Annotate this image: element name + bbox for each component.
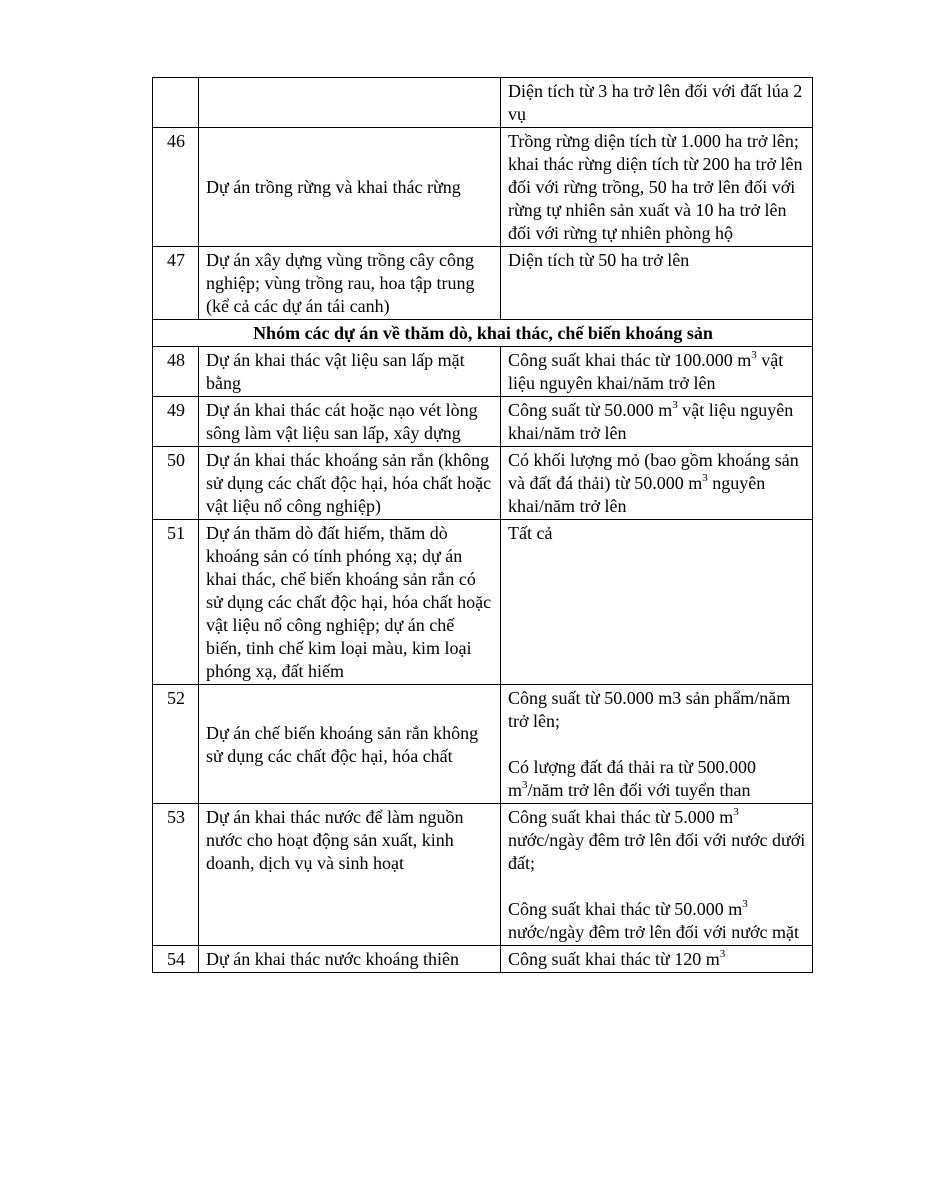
project-cell: Dự án thăm dò đất hiếm, thăm dò khoáng sản có tính phóng xạ; dự án khai thác, chế biến khoáng sản rắn có sử dụng các chất độc hại, hóa chất hoặc vật liệu nổ công nghiệp; dự án chế biến, tinh chế kim loại màu, kim loại phóng xạ, đất hiếm xyxy=(199,520,501,685)
criteria-text: Công suất khai thác từ 120 $m^3$ xyxy=(508,948,726,969)
criteria-text: Có lượng đất đá thải ra từ 500.000 $m^3$/năm trở lên đối với tuyển than xyxy=(508,757,756,800)
project-cell: Dự án chế biến khoáng sản rắn không sử dụng các chất độc hại, hóa chất xyxy=(199,685,501,804)
criteria-cell xyxy=(501,447,813,520)
criteria-text: Tất cả xyxy=(508,523,553,543)
project-cell: Dự án khai thác vật liệu san lấp mặt bằng xyxy=(199,347,501,397)
row-number: 53 xyxy=(153,804,199,946)
project-cell: Dự án khai thác khoáng sản rắn (không sử dụng các chất độc hại, hóa chất hoặc vật liệu nổ công nghiệp) xyxy=(199,447,501,520)
criteria-cell xyxy=(501,397,813,447)
criteria-text: Có khối lượng mỏ (bao gồm khoáng sản và đất đá thải) từ 50.000 $m^3$ nguyên khai/năm trở lên xyxy=(508,450,799,516)
criteria-text: Diện tích từ 3 ha trở lên đối với đất lúa 2 vụ xyxy=(508,81,803,124)
table-row xyxy=(153,685,813,804)
row-number: 51 xyxy=(153,520,199,685)
table-row xyxy=(153,247,813,320)
row-number: 49 xyxy=(153,397,199,447)
project-cell: Dự án khai thác nước để làm nguồn nước cho hoạt động sản xuất, kinh doanh, dịch vụ và sinh hoạt xyxy=(199,804,501,946)
row-number: 52 xyxy=(153,685,199,804)
criteria-text: Công suất khai thác từ 50.000 $m^3$ nước/ngày đêm trở lên đối với nước mặt xyxy=(508,898,800,942)
project-criteria-table xyxy=(152,77,813,973)
criteria-cell xyxy=(501,685,813,804)
row-number: 48 xyxy=(153,347,199,397)
criteria-text: Công suất từ 50.000 $m^3$ vật liệu nguyên khai/năm trở lên xyxy=(508,399,794,443)
criteria-cell xyxy=(501,347,813,397)
table-row xyxy=(153,347,813,397)
criteria-cell xyxy=(501,520,813,685)
criteria-text: Công suất khai thác từ 5.000 $m^3$ nước/ngày đêm trở lên đối với nước dưới đất; xyxy=(508,806,806,873)
project-cell: Dự án khai thác cát hoặc nạo vét lòng sông làm vật liệu san lấp, xây dựng xyxy=(199,397,501,447)
criteria-cell xyxy=(501,946,813,973)
criteria-cell xyxy=(501,78,813,128)
criteria-cell xyxy=(501,247,813,320)
row-number: 54 xyxy=(153,946,199,973)
group-heading: Nhóm các dự án về thăm dò, khai thác, chế biến khoáng sản xyxy=(153,320,813,347)
project-cell xyxy=(199,78,501,128)
row-number: 47 xyxy=(153,247,199,320)
criteria-cell xyxy=(501,804,813,946)
group-heading-row xyxy=(153,320,813,347)
table-row xyxy=(153,397,813,447)
table-row xyxy=(153,447,813,520)
row-number: 46 xyxy=(153,128,199,247)
project-cell: Dự án trồng rừng và khai thác rừng xyxy=(199,128,501,247)
table-row xyxy=(153,946,813,973)
project-cell: Dự án xây dựng vùng trồng cây công nghiệp; vùng trồng rau, hoa tập trung (kể cả các dự án tái canh) xyxy=(199,247,501,320)
row-number: 50 xyxy=(153,447,199,520)
criteria-text: Công suất từ 50.000 m3 sản phẩm/năm trở lên; xyxy=(508,688,791,731)
criteria-text: Công suất khai thác từ 100.000 $m^3$ vật liệu nguyên khai/năm trở lên xyxy=(508,349,784,393)
table-row xyxy=(153,520,813,685)
criteria-text: Trồng rừng diện tích từ 1.000 ha trở lên; khai thác rừng diện tích từ 200 ha trở lên đối với rừng trồng, 50 ha trở lên đối với rừng tự nhiên sản xuất và 10 ha trở lên đối với rừng tự nhiên phòng hộ xyxy=(508,131,803,243)
criteria-cell xyxy=(501,128,813,247)
table-row xyxy=(153,78,813,128)
row-number xyxy=(153,78,199,128)
table-row xyxy=(153,804,813,946)
project-cell: Dự án khai thác nước khoáng thiên xyxy=(199,946,501,973)
criteria-text: Diện tích từ 50 ha trở lên xyxy=(508,250,690,270)
table-row xyxy=(153,128,813,247)
